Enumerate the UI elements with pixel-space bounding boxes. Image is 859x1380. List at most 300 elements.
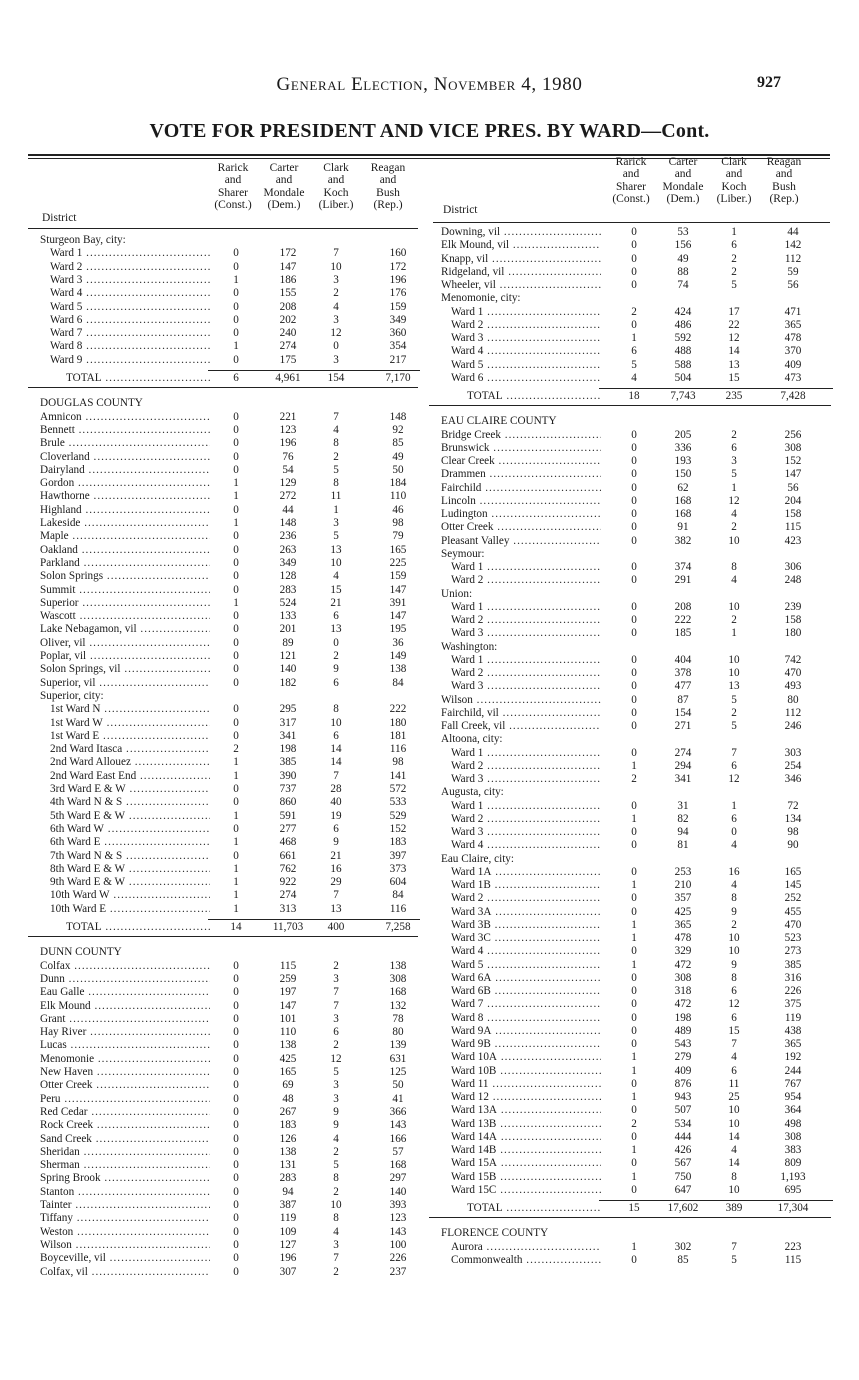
table-row [441, 372, 833, 385]
table-row [441, 1157, 833, 1170]
table-row [40, 287, 438, 300]
carter-mondale-value: 131 [279, 1159, 297, 1172]
carter-mondale-header [256, 162, 312, 212]
total-rule-below [429, 1217, 831, 1218]
reagan-bush-value: 115 [784, 521, 802, 534]
clark-koch-value: 2 [333, 1039, 339, 1052]
district-name: Altoona, city: [441, 733, 503, 746]
rarick-sharer-value: 0 [233, 530, 239, 543]
district-name: TOTAL ..... [467, 1202, 601, 1215]
table-row [40, 274, 438, 287]
table-row [40, 340, 438, 353]
county-heading [40, 397, 438, 410]
clark-koch-value: 14 [330, 743, 342, 756]
district-name: Ward 1B ..... [451, 879, 601, 892]
carter-mondale-value: 876 [674, 1077, 692, 1090]
reagan-bush-value: 180 [389, 716, 407, 729]
table-row [441, 455, 833, 468]
reagan-bush-value: 159 [389, 570, 407, 583]
rarick-sharer-value: 0 [631, 561, 637, 573]
rarick-sharer-value: 1 [233, 836, 239, 849]
carter-mondale-value: 444 [674, 1130, 692, 1143]
reagan-bush-value: 471 [784, 305, 802, 318]
district-name: Seymour: [441, 547, 485, 560]
reagan-bush-value: 142 [784, 239, 802, 252]
table-row [40, 314, 438, 327]
table-row [441, 1104, 833, 1117]
reagan-bush-value: 159 [389, 300, 407, 313]
clark-koch-value: 2 [333, 287, 339, 300]
reagan-bush-value: 303 [784, 746, 802, 759]
table-row [441, 906, 833, 919]
table-row [441, 1131, 833, 1144]
clark-koch-value: 13 [330, 543, 342, 556]
rarick-sharer-value: 0 [631, 508, 637, 520]
rarick-sharer-value: 0 [631, 494, 637, 507]
reagan-bush-value: 297 [389, 1172, 407, 1185]
district-name: EAU CLAIRE COUNTY [441, 415, 557, 428]
rarick-sharer-value: 0 [233, 636, 239, 649]
reagan-bush-value: 438 [784, 1024, 802, 1037]
district-name: 2nd Ward East End ..... [50, 770, 210, 783]
clark-koch-value: 5 [333, 463, 339, 476]
reagan-bush-value: 226 [784, 985, 802, 997]
carter-mondale-value: 647 [674, 1183, 692, 1196]
clark-koch-value: 6 [333, 822, 339, 835]
reagan-bush-value: 59 [787, 265, 799, 278]
carter-mondale-value: 94 [282, 1185, 294, 1198]
carter-mondale-value: 385 [279, 756, 297, 769]
carter-mondale-value: 425 [279, 1052, 297, 1065]
clark-koch-value: 3 [333, 1079, 339, 1092]
reagan-bush-header [364, 162, 412, 212]
reagan-bush-value: 149 [389, 650, 407, 662]
clark-koch-value: 3 [333, 517, 339, 529]
rarick-sharer-value: 1 [233, 477, 239, 490]
reagan-bush-value: 50 [392, 1079, 404, 1092]
carter-mondale-value: 140 [279, 663, 297, 676]
table-row [441, 773, 833, 786]
clark-koch-value: 3 [333, 1012, 339, 1025]
rarick-sharer-value: 0 [233, 610, 239, 623]
carter-mondale-value: 291 [674, 574, 692, 587]
total-row [40, 372, 438, 385]
reagan-bush-value: 78 [392, 1012, 404, 1025]
district-name: Ward 15A ..... [451, 1157, 601, 1170]
reagan-bush-value: 125 [389, 1066, 407, 1078]
district-name: Ward 2 ..... [451, 760, 601, 773]
clark-koch-value: 6 [333, 1026, 339, 1039]
reagan-bush-value: 365 [784, 318, 802, 331]
rarick-sharer-value: 0 [631, 481, 637, 494]
district-name: Peru ..... [40, 1093, 210, 1106]
carter-mondale-value: 7,743 [670, 390, 696, 402]
clark-koch-value: 4 [333, 1132, 339, 1145]
district-name: Ward 15B ..... [451, 1171, 601, 1184]
rarick-sharer-value: 0 [233, 287, 239, 300]
rarick-sharer-value: 0 [233, 556, 239, 569]
district-name: 5th Ward E & W ..... [50, 810, 210, 823]
rarick-sharer-value: 0 [631, 720, 637, 732]
district-name: Ward 2 ..... [50, 261, 210, 274]
rarick-sharer-value: 18 [628, 390, 640, 402]
header-line: and [622, 168, 640, 181]
table-row [40, 1053, 438, 1066]
reagan-bush-value: 98 [787, 826, 799, 838]
district-name: 1st Ward N ..... [50, 703, 210, 716]
district-name: Eau Claire, city: [441, 852, 515, 865]
carter-mondale-value: 271 [674, 720, 692, 732]
clark-koch-value: 4 [333, 423, 339, 436]
clark-koch-value: 25 [728, 1091, 740, 1103]
header-line: Koch [721, 180, 747, 193]
table-row [441, 839, 833, 852]
reagan-bush-value: 373 [389, 862, 407, 875]
reagan-bush-value: 222 [389, 703, 407, 716]
district-name: Ward 14A ..... [451, 1131, 601, 1144]
clark-koch-value: 0 [333, 340, 339, 353]
reagan-bush-value: 604 [389, 876, 407, 889]
total-rule-above [208, 919, 420, 920]
clark-koch-value: 9 [731, 905, 737, 918]
carter-mondale-value: 208 [279, 300, 297, 313]
rarick-sharer-value: 0 [631, 667, 637, 679]
clark-koch-header [312, 162, 360, 212]
rarick-sharer-value: 0 [233, 437, 239, 450]
table-row [441, 945, 833, 958]
reagan-bush-value: 112 [784, 252, 802, 265]
table-row [441, 332, 833, 345]
district-name: Fairchild ..... [441, 482, 601, 495]
header-line: Mondale [662, 180, 704, 193]
clark-koch-value: 7 [333, 889, 339, 902]
subgroup-heading [441, 292, 833, 305]
reagan-bush-value: 84 [392, 889, 404, 902]
clark-koch-value: 8 [333, 703, 339, 716]
header-line: Reagan [370, 162, 406, 174]
district-name: Sherman ..... [40, 1159, 210, 1172]
clark-koch-value: 9 [333, 1105, 339, 1118]
rarick-sharer-value: 0 [631, 534, 637, 547]
reagan-bush-value: 192 [784, 1051, 802, 1064]
table-row [40, 637, 438, 650]
header-line: and [224, 174, 242, 187]
clark-koch-value: 14 [728, 345, 740, 358]
carter-mondale-value: 123 [279, 423, 297, 436]
rarick-sharer-value: 0 [233, 1132, 239, 1145]
header-line: (Rep.) [769, 193, 799, 206]
carter-mondale-value: 588 [674, 358, 692, 371]
total-rule-below [28, 387, 418, 388]
reagan-bush-value: 631 [389, 1052, 407, 1065]
clark-koch-value: 5 [731, 693, 737, 706]
rarick-sharer-value: 15 [628, 1202, 640, 1214]
table-row [441, 919, 833, 932]
table-row [441, 253, 833, 266]
table-row [40, 1239, 438, 1252]
table-row [441, 892, 833, 905]
rarick-sharer-value: 0 [631, 746, 637, 759]
rarick-sharer-value: 0 [233, 1265, 239, 1278]
district-name: Union: [441, 587, 473, 600]
carter-mondale-value: 165 [279, 1066, 297, 1078]
rarick-sharer-value: 1 [631, 958, 637, 971]
reagan-bush-value: 119 [784, 1011, 802, 1024]
clark-koch-value: 11 [330, 490, 342, 503]
reagan-bush-value: 145 [784, 879, 802, 891]
reagan-bush-value: 115 [784, 1253, 802, 1266]
reagan-bush-value: 116 [389, 902, 407, 915]
carter-mondale-value: 272 [279, 490, 297, 503]
carter-mondale-value: 197 [279, 986, 297, 999]
reagan-bush-value: 366 [389, 1105, 407, 1118]
header-line: Rarick [615, 156, 647, 168]
district-name: Superior, vil ..... [40, 677, 210, 690]
district-name: Ward 10A ..... [451, 1051, 601, 1064]
district-name: Ward 2 ..... [451, 574, 601, 587]
clark-koch-value: 6 [731, 441, 737, 454]
table-row [441, 813, 833, 826]
right-column-header [441, 158, 831, 230]
reagan-bush-value: 56 [787, 481, 799, 494]
reagan-bush-value: 1,193 [780, 1170, 806, 1183]
district-name: Knapp, vil ..... [441, 253, 601, 266]
right-table-column [441, 156, 831, 1266]
subgroup-heading [441, 786, 833, 799]
clark-koch-value: 1 [731, 481, 737, 494]
table-row [441, 345, 833, 358]
table-row [441, 508, 833, 521]
rarick-sharer-value: 0 [631, 706, 637, 719]
rarick-sharer-value: 0 [233, 1052, 239, 1065]
rarick-sharer-value: 1 [233, 596, 239, 609]
reagan-bush-value: 204 [784, 494, 802, 507]
reagan-bush-value: 166 [389, 1132, 407, 1145]
rarick-sharer-value: 0 [631, 693, 637, 706]
running-header [0, 74, 859, 98]
right-header-rule [433, 222, 830, 223]
carter-mondale-value: 308 [674, 971, 692, 984]
district-name: Ward 1 ..... [451, 601, 601, 614]
clark-koch-value: 389 [725, 1202, 743, 1214]
carter-mondale-value: 489 [674, 1024, 692, 1037]
rarick-sharer-value: 2 [631, 305, 637, 318]
reagan-bush-value: 140 [389, 1185, 407, 1198]
reagan-bush-value: 375 [784, 998, 802, 1011]
carter-mondale-value: 74 [677, 279, 689, 291]
table-row [40, 411, 438, 424]
table-row [40, 1066, 438, 1079]
district-name: Ward 3 ..... [451, 680, 601, 693]
carter-mondale-value: 567 [674, 1157, 692, 1170]
clark-koch-value: 5 [731, 279, 737, 291]
table-row [40, 663, 438, 676]
table-row [441, 866, 833, 879]
carter-mondale-value: 205 [674, 428, 692, 441]
district-name: Lake Nebagamon, vil ..... [40, 623, 210, 636]
clark-koch-value: 28 [330, 783, 342, 795]
district-name: Cloverland ..... [40, 451, 210, 464]
reagan-bush-value: 478 [784, 332, 802, 344]
clark-koch-value: 3 [731, 455, 737, 467]
clark-koch-value: 6 [333, 610, 339, 623]
carter-mondale-value: 91 [677, 521, 689, 534]
table-row [40, 1159, 438, 1172]
table-row [441, 468, 833, 481]
reagan-bush-value: 116 [389, 743, 407, 756]
reagan-bush-value: 147 [784, 468, 802, 481]
table-row [40, 1146, 438, 1159]
clark-koch-value: 10 [728, 932, 740, 944]
clark-koch-value: 10 [728, 1117, 740, 1130]
district-name: Ward 3 ..... [451, 627, 601, 640]
district-name: Fairchild, vil ..... [441, 707, 601, 720]
carter-mondale-value: 196 [279, 437, 297, 450]
district-name: Wascott ..... [40, 610, 210, 623]
carter-mondale-value: 468 [279, 836, 297, 849]
clark-koch-value: 2 [731, 918, 737, 931]
reagan-bush-value: 809 [784, 1157, 802, 1170]
table-row [40, 623, 438, 636]
total-rule-below [429, 405, 831, 406]
rarick-sharer-value: 0 [233, 1199, 239, 1211]
rarick-sharer-value: 0 [233, 849, 239, 862]
rarick-sharer-value: 0 [233, 247, 239, 260]
table-row [441, 1241, 833, 1254]
carter-mondale-value: 409 [674, 1064, 692, 1077]
reagan-bush-value: 79 [392, 530, 404, 543]
clark-koch-value: 2 [333, 1145, 339, 1158]
clark-koch-value: 2 [333, 650, 339, 662]
clark-koch-value: 19 [330, 809, 342, 822]
reagan-bush-value: 50 [392, 463, 404, 476]
district-name: Eau Galle ..... [40, 986, 210, 999]
rarick-sharer-value: 0 [631, 1253, 637, 1266]
reagan-bush-value: 196 [389, 273, 407, 286]
rarick-sharer-value: 0 [233, 1145, 239, 1158]
district-name: Wilson ..... [441, 694, 601, 707]
clark-koch-value: 5 [333, 530, 339, 543]
reagan-bush-value: 383 [784, 1144, 802, 1156]
district-name: Tainter ..... [40, 1199, 210, 1212]
table-row [40, 1013, 438, 1026]
rarick-sharer-value: 0 [233, 1238, 239, 1251]
rarick-sharer-value: 6 [233, 372, 239, 384]
clark-koch-value: 6 [731, 985, 737, 997]
clark-koch-value: 2 [731, 252, 737, 265]
carter-mondale-value: 175 [279, 353, 297, 366]
clark-koch-value: 29 [330, 876, 342, 889]
district-name: Ward 10B ..... [451, 1065, 601, 1078]
carter-mondale-value: 274 [279, 889, 297, 902]
clark-koch-value: 1 [731, 799, 737, 812]
table-row [441, 482, 833, 495]
reagan-bush-value: 226 [389, 1252, 407, 1265]
district-name: Drammen ..... [441, 468, 601, 481]
header-line: (Dem.) [267, 199, 301, 212]
reagan-bush-value: 143 [389, 1119, 407, 1132]
carter-mondale-value: 126 [279, 1132, 297, 1145]
table-row [40, 597, 438, 610]
clark-koch-value: 10 [728, 653, 740, 666]
rarick-sharer-header [603, 156, 659, 206]
table-row [40, 261, 438, 274]
carter-mondale-value: 486 [674, 318, 692, 331]
rarick-sharer-value: 1 [631, 1091, 637, 1103]
district-name: Bridge Creek ..... [441, 429, 601, 442]
reagan-bush-value: 695 [784, 1183, 802, 1196]
reagan-bush-value: 141 [389, 769, 407, 782]
district-name: Otter Creek ..... [40, 1079, 210, 1092]
carter-mondale-value: 750 [674, 1170, 692, 1183]
table-row [40, 863, 438, 876]
reagan-bush-value: 767 [784, 1077, 802, 1090]
clark-koch-value: 8 [731, 561, 737, 573]
rarick-sharer-value: 0 [631, 826, 637, 838]
table-row [441, 1254, 833, 1267]
carter-mondale-value: 208 [674, 600, 692, 613]
rarick-sharer-value: 0 [631, 839, 637, 852]
rarick-sharer-value: 1 [631, 918, 637, 931]
rarick-sharer-value: 0 [233, 1026, 239, 1039]
district-name: Rock Creek ..... [40, 1119, 210, 1132]
table-row [40, 973, 438, 986]
carter-mondale-value: 168 [674, 494, 692, 507]
rarick-sharer-value: 1 [233, 517, 239, 529]
district-name: Summit ..... [40, 584, 210, 597]
reagan-bush-value: 364 [784, 1104, 802, 1117]
clark-koch-value: 4 [731, 879, 737, 891]
rarick-sharer-value: 0 [233, 1159, 239, 1172]
rarick-sharer-value: 0 [631, 279, 637, 291]
reagan-bush-value: 36 [392, 636, 404, 649]
rarick-sharer-value: 0 [631, 998, 637, 1011]
rarick-sharer-value: 0 [233, 1039, 239, 1052]
reagan-bush-value: 85 [392, 437, 404, 450]
district-name: Brunswick ..... [441, 442, 601, 455]
rarick-sharer-value: 14 [230, 921, 242, 933]
clark-koch-value: 8 [731, 892, 737, 905]
clark-koch-value: 2 [731, 521, 737, 534]
carter-mondale-value: 150 [674, 468, 692, 481]
table-row [441, 1065, 833, 1078]
rarick-sharer-value: 0 [631, 226, 637, 238]
carter-mondale-value: 317 [279, 716, 297, 729]
reagan-bush-value: 143 [389, 1225, 407, 1238]
clark-koch-value: 2 [333, 450, 339, 463]
clark-koch-value: 5 [731, 1253, 737, 1266]
table-row [441, 1038, 833, 1051]
district-name: Ward 3B ..... [451, 919, 601, 932]
reagan-bush-value: 147 [389, 610, 407, 623]
district-name: TOTAL ..... [66, 921, 210, 934]
rarick-sharer-value: 0 [631, 1130, 637, 1143]
district-name: Ward 6 ..... [451, 372, 601, 385]
district-name: Ward 1A ..... [451, 866, 601, 879]
district-name: Ward 1 ..... [451, 800, 601, 813]
carter-mondale-value: 294 [674, 759, 692, 772]
reagan-bush-value: 572 [389, 783, 407, 795]
clark-koch-value: 10 [728, 534, 740, 547]
reagan-bush-value: 134 [784, 812, 802, 825]
table-row [40, 1119, 438, 1132]
carter-mondale-value: 119 [279, 1212, 297, 1225]
carter-mondale-value: 543 [674, 1038, 692, 1050]
reagan-bush-value: 360 [389, 327, 407, 340]
rarick-sharer-value: 0 [233, 650, 239, 662]
district-header: District [42, 212, 77, 224]
district-name: 4th Ward N & S ..... [50, 796, 210, 809]
